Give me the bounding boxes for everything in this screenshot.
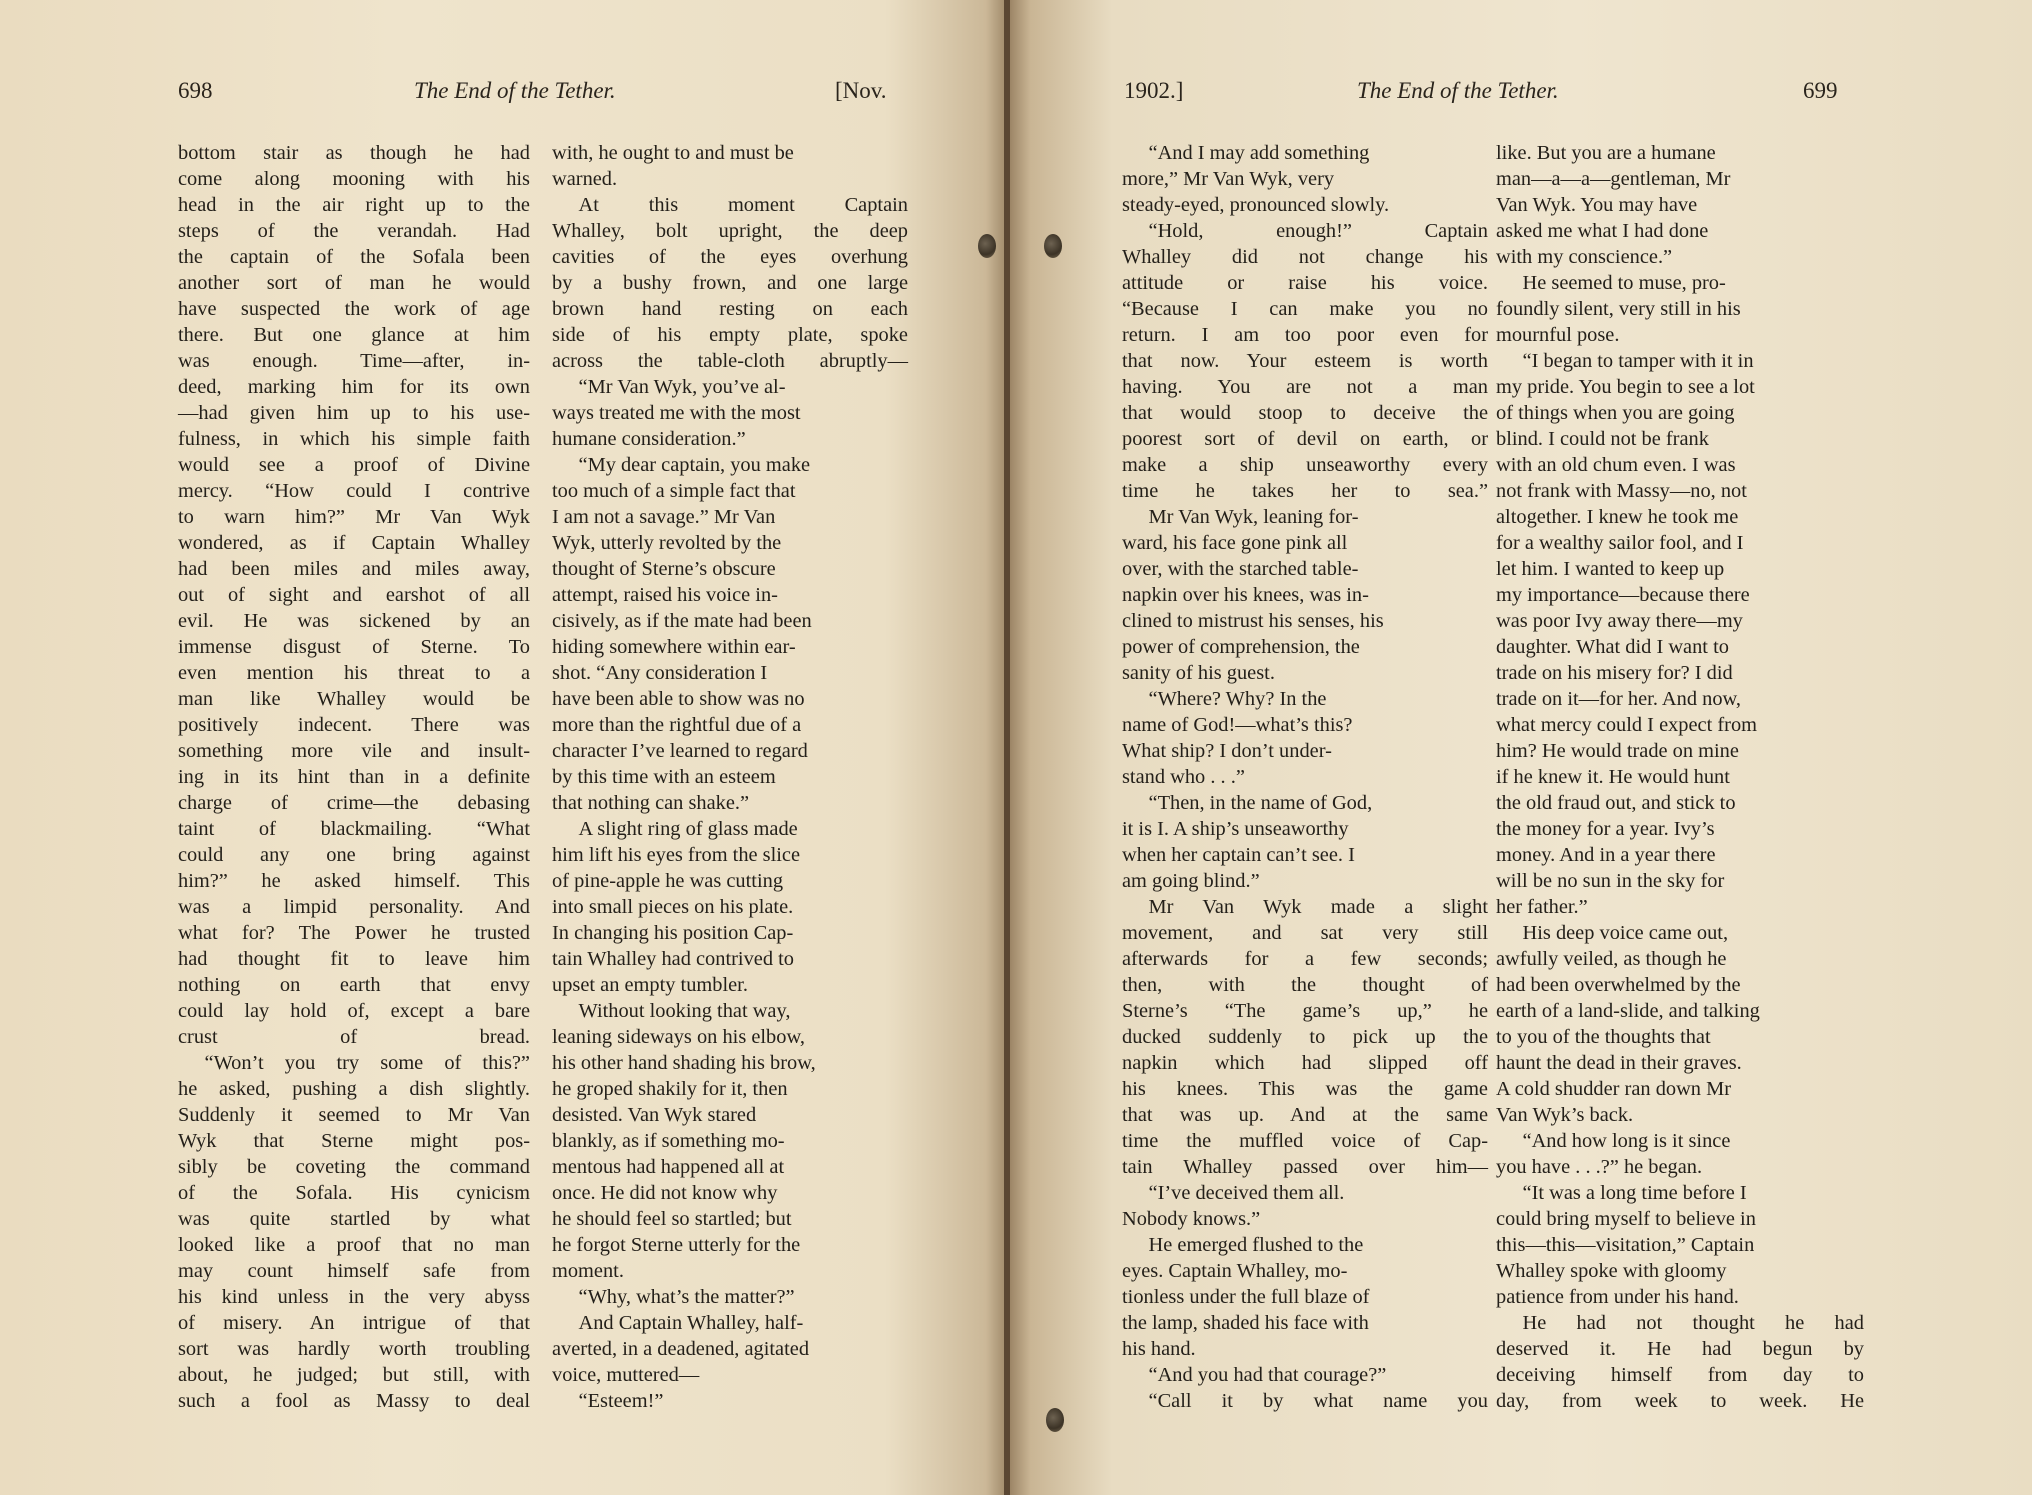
left-column-2 [552,140,908,1414]
paragraph: “My dear captain, you make too much of a simple fact that I am not a savage.” Mr Van Wyk, utterly revolted by the thought of Sterne’s obscure attempt, raised his voice in- cisively, as if the mate had been hiding somewhere within ear- shot. “Any consideration I have been able to show was no more than the rightful due of a character I’ve learned to regard by this time with an esteem that nothing can shake.” [552,454,812,814]
left-page-header [0,78,1006,118]
paragraph: Without looking that way, leaning sideways on his elbow, his other hand shading his brow, he groped shakily for it, then desisted. Van Wyk stared blankly, as if something mo- mentous had happened all at once. He did not know why he should feel so startled; but he forgot Sterne utterly for the moment. [552,1000,816,1282]
paragraph: “Won’t you try some of this?” he asked, pushing a dish slightly. Suddenly it seemed to Mr Van Wyk that Sterne might pos- sibly be coveting the command of the Sofala. His cynicism was quite startled by what looked like a proof that no man may count himself safe from his kind unless in the very abyss of misery. An intrigue of that sort was hardly worth troubling about, he judged; but still, with such a fool as Massy to deal [178,1052,530,1412]
paragraph: “Mr Van Wyk, you’ve al- ways treated me with the most humane consideration.” [552,376,801,450]
paragraph: “Then, in the name of God, it is I. A ship’s unseaworthy when her captain can’t see. I am going blind.” [1122,792,1373,892]
paragraph: He had not thought he had deserved it. He had begun by deceiving himself from day to day, from week to week. He [1496,1312,1864,1412]
paragraph: bottom stair as though he had come along mooning with his head in the air right up to the steps of the verandah. Had the captain of the Sofala been another sort of man he would have suspected the work of age there. But one glance at him was enough. Time—after, in- deed, marking him for its own —had given him up to his use- fulness, in which his simple faith would see a proof of Divine mercy. “How could I contrive to warn him?” Mr Van Wyk wondered, as if Captain Whalley had been miles and miles away, out of sight and earshot of all evil. He was sickened by an immense disgust of Sterne. To even mention his threat to a man like Whalley would be positively indecent. There was something more vile and insult- ing in its hint than in a definite charge of crime—the debasing taint of blackmailing. “What could any one bring against him?” he asked himself. This was a limpid personality. And what for? The Power he trusted had thought fit to leave him nothing on earth that envy could lay hold of, except a bare crust of bread. [178,142,530,1048]
paragraph: “Why, what’s the matter?” [578,1286,795,1308]
paragraph: At this moment Captain Whalley, bolt upright, the deep cavities of the eyes overhung by a bushy frown, and one large brown hand resting on each side of his empty plate, spoke across the table-cloth abruptly— [552,194,908,372]
right-column-2 [1496,140,1864,1414]
running-title: The End of the Tether. [1357,78,1559,103]
year-label: 1902.] [1124,78,1184,103]
paragraph: Mr Van Wyk, leaning for- ward, his face gone pink all over, with the starched table- napkin over his knees, was in- clined to mistrust his senses, his power of comprehension, the sanity of his guest. [1122,506,1384,684]
binding-stitch [978,234,996,258]
paragraph: A slight ring of glass made him lift his eyes from the slice of pine-apple he was cutting into small pieces on his plate. In changing his position Cap- tain Whalley had contrived to upset an empty tumbler. [552,818,801,996]
paragraph: He seemed to muse, pro- foundly silent, very still in his mournful pose. [1496,272,1741,346]
left-column-1 [178,140,530,1414]
page-number: 699 [1803,78,1838,103]
paragraph: “And how long is it since you have . . .?” he began. [1496,1130,1731,1178]
paragraph: like. But you are a humane man—a—a—gentleman, Mr Van Wyk. You may have asked me what I had done with my conscience.” [1496,142,1731,268]
binding-stitch [1044,234,1062,258]
right-page-header [1010,78,2032,118]
month-label: [Nov. [835,78,887,103]
paragraph: “Call it by what name you [1148,1390,1488,1412]
paragraph: “Where? Why? In the name of God!—what’s this? What ship? I don’t under- stand who . . .” [1122,688,1353,788]
paragraph: with, he ought to and must be warned. [552,142,794,190]
paragraph: Mr Van Wyk made a slight movement, and sat very still afterwards for a few seconds; then, with the thought of Sterne’s “The game’s up,” he ducked suddenly to pick up the napkin which had slipped off his knees. This was the game that was up. And at the same time the muffled voice of Cap- tain Whalley passed over him— [1122,896,1488,1178]
left-page [0,0,1006,1495]
paragraph: “It was a long time before I could bring myself to believe in this—this—visitation,” Captain Whalley spoke with gloomy patience from under his hand. [1496,1182,1756,1308]
paragraph: “I began to tamper with it in my pride. You begin to see a lot of things when you are going blind. I could not be frank with an old chum even. I was not frank with Massy—no, not altogether. I knew he took me for a wealthy sailor fool, and I let him. I wanted to keep up my importance—because there was poor Ivy away there—my daughter. What did I want to trade on his misery for? I did trade on it—for her. And now, what mercy could I expect from him? He would trade on mine if he knew it. He would hunt the old fraud out, and stick to the money for a year. Ivy’s money. And in a year there will be no sun in the sky for her father.” [1496,350,1758,918]
right-column-1 [1122,140,1488,1414]
page-number: 698 [178,78,213,103]
paragraph: He emerged flushed to the eyes. Captain Whalley, mo- tionless under the full blaze of the lamp, shaded his face with his hand. [1122,1234,1370,1360]
paragraph: “And I may add something more,” Mr Van Wyk, very steady-eyed, pronounced slowly. [1122,142,1390,216]
paragraph: And Captain Whalley, half- averted, in a deadened, agitated voice, muttered— [552,1312,810,1386]
paragraph: “And you had that courage?” [1148,1364,1387,1386]
paragraph: “Hold, enough!” Captain Whalley did not change his attitude or raise his voice. “Because I can make you no return. I am too poor even for that now. Your esteem is worth having. You are not a man that would stoop to deceive the poorest sort of devil on earth, or make a ship unseaworthy every time he takes her to sea.” [1122,220,1488,502]
paragraph: “I’ve deceived them all. Nobody knows.” [1122,1182,1345,1230]
binding-stitch [1046,1408,1064,1432]
right-page [1010,0,2032,1495]
paragraph: “Esteem!” [578,1390,664,1412]
paragraph: His deep voice came out, awfully veiled, as though he had been overwhelmed by the earth of a land-slide, and talking to you of the thoughts that haunt the dead in their graves. A cold shudder ran down Mr Van Wyk’s back. [1496,922,1760,1126]
running-title: The End of the Tether. [414,78,616,103]
